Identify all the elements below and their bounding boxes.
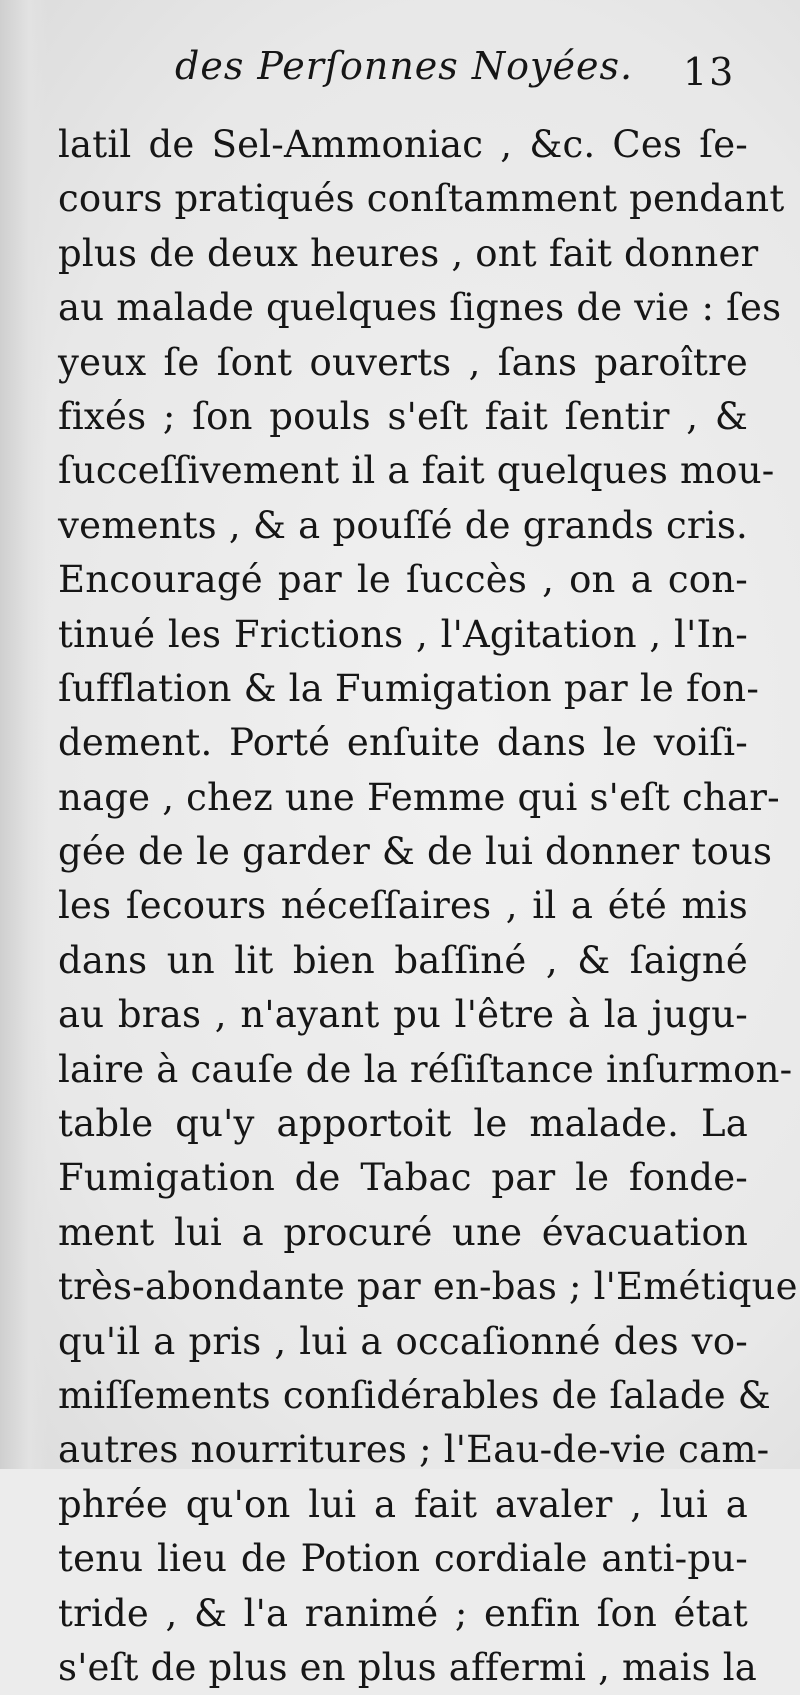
text-line: ment lui a procuré une évacuation <box>58 1210 748 1254</box>
text-line: plus de deux heures , ont fait donner <box>58 231 759 275</box>
page-gutter-shadow <box>0 0 48 1469</box>
text-line: ſucceſſivement il a fait quelques mou- <box>58 449 775 493</box>
text-line: miſſements conſidérables de ſalade & <box>58 1373 771 1417</box>
text-line: tenu lieu de Potion cordiale anti-pu- <box>58 1537 748 1581</box>
text-line: dans un lit bien baſſiné , & ſaigné <box>58 938 748 982</box>
text-line: les ſecours néceſſaires , il a été mis <box>58 884 748 928</box>
text-line: gée de le garder & de lui donner tous <box>58 830 773 874</box>
text-line: Fumigation de Tabac par le fonde- <box>58 1156 748 1200</box>
text-line: laire à cauſe de la réſiſtance inſurmon- <box>58 1047 793 1091</box>
text-line: qu'il a pris , lui a occaſionné des vo- <box>58 1319 748 1363</box>
text-line: au malade quelques ſignes de vie : ſes <box>58 286 782 330</box>
running-title: des Perſonnes Noyées. <box>175 44 634 88</box>
text-line: autres nourritures ; l'Eau-de-vie cam- <box>58 1428 770 1472</box>
text-line: ſufflation & la Fumigation par le fon- <box>58 666 760 710</box>
text-line: table qu'y apportoit le malade. La <box>58 1102 748 1146</box>
text-line: tinué les Frictions , l'Agitation , l'In- <box>58 612 748 656</box>
text-line: fixés ; ſon pouls s'eſt fait ſentir , & <box>58 394 748 438</box>
text-line: Encouragé par le ſuccès , on a con- <box>58 558 748 602</box>
text-line: très-abondante par en-bas ; l'Emétique <box>58 1265 798 1309</box>
text-line: latil de Sel-Ammoniac , &c. Ces ſe- <box>58 123 748 166</box>
body-text <box>58 118 798 1695</box>
text-line: phrée qu'on lui a fait avaler , lui a <box>58 1482 748 1526</box>
page-number: 13 <box>683 50 736 94</box>
text-line: au bras , n'ayant pu l'être à la jugu- <box>58 993 748 1037</box>
text-line: cours pratiqués conſtamment pendant <box>58 177 785 221</box>
text-line: yeux ſe ſont ouverts , ſans paroître <box>58 340 748 384</box>
text-line: s'eſt de plus en plus affermi , mais la <box>58 1645 758 1689</box>
text-line: tride , & l'a ranimé ; enfin ſon état <box>58 1591 748 1635</box>
text-line: dement. Porté enſuite dans le voiſi- <box>58 721 748 765</box>
text-line: nage , chez une Femme qui s'eſt char- <box>58 775 780 819</box>
text-line: vements , & a pouſſé de grands cris. <box>58 503 748 547</box>
